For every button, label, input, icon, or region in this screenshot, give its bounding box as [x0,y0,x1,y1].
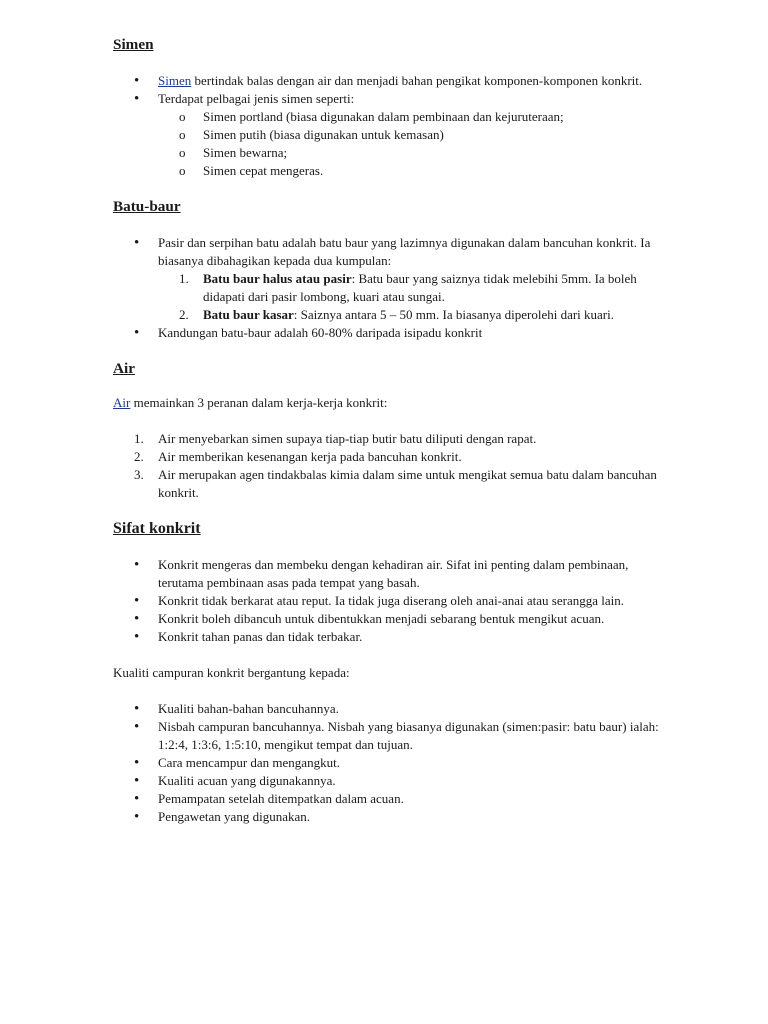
sub-list-item: o Simen bewarna; [203,144,673,162]
sub-list-item: o Simen putih (biasa digunakan untuk kemasan) [203,126,673,144]
kualiti-list [113,700,673,826]
air-roles-list [113,430,673,502]
list-item: • Konkrit boleh dibancuh untuk dibentukkan menjadi sebarang bentuk mengikut acuan. [158,610,673,628]
batu-baur-list-2 [113,324,673,342]
list-item: • Nisbah campuran bancuhannya. Nisbah yang biasanya digunakan (simen:pasir: batu baur) ialah: 1:2:4, 1:3:6, 1:5:10, mengikut tempat dan tujuan. [158,718,673,754]
air-intro: Air memainkan 3 peranan dalam kerja-kerja konkrit: [113,395,388,410]
sub-list-item: o Simen cepat mengeras. [203,162,673,180]
batu-baur-list [113,234,673,270]
numbered-item: 3. Air merupakan agen tindakbalas kimia dalam sime untuk mengikat semua batu dalam bancuhan konkrit. [134,467,657,500]
list-item: • Kandungan batu-baur adalah 60-80% daripada isipadu konkrit [158,324,673,342]
list-item: • Konkrit mengeras dan membeku dengan kehadiran air. Sifat ini penting dalam pembinaan, terutama pembinaan asas pada tempat yang basah. [158,556,673,592]
heading-simen: Simen [113,36,154,53]
simen-types-list [158,108,673,180]
kualiti-intro: Kualiti campuran konkrit bergantung kepada: [113,665,350,680]
simen-list [113,72,673,108]
list-item: • Konkrit tidak berkarat atau reput. Ia tidak juga diserang oleh anai-anai atau serangga lain. [158,592,673,610]
heading-sifat-konkrit: Sifat konkrit [113,520,201,537]
list-item: • Konkrit tahan panas dan tidak terbakar. [158,628,673,646]
sub-list-item: o Simen portland (biasa digunakan dalam pembinaan dan kejuruteraan; [203,108,673,126]
simen-link[interactable]: Simen [158,73,192,88]
air-link[interactable]: Air [113,395,131,410]
list-item: • Pasir dan serpihan batu adalah batu baur yang lazimnya digunakan dalam bancuhan konkrit. Ia biasanya dibahagikan kepada dua kumpulan: [158,234,673,270]
list-item: • Kualiti acuan yang digunakannya. [158,772,673,790]
heading-batu-baur: Batu-baur [113,198,181,215]
heading-air: Air [113,360,135,377]
document-content [113,36,673,826]
list-item: • Terdapat pelbagai jenis simen seperti: [158,90,673,108]
list-item: • Kualiti bahan-bahan bancuhannya. [158,700,673,718]
sifat-list [113,556,673,646]
numbered-item: 1. Batu baur halus atau pasir: Batu baur yang saiznya tidak melebihi 5mm. Ia boleh didapati dari pasir lombong, kuari atau sungai. [179,271,637,304]
batu-baur-groups [158,270,673,324]
list-item: • Pengawetan yang digunakan. [158,808,673,826]
list-item: • Pemampatan setelah ditempatkan dalam acuan. [158,790,673,808]
numbered-item: 2. Air memberikan kesenangan kerja pada bancuhan konkrit. [134,449,462,464]
list-item: • Cara mencampur dan mengangkut. [158,754,673,772]
numbered-item: 2. Batu baur kasar: Saiznya antara 5 – 50 mm. Ia biasanya diperolehi dari kuari. [179,307,614,322]
list-item: • Simen bertindak balas dengan air dan menjadi bahan pengikat komponen-komponen konkrit. [158,72,673,90]
numbered-item: 1. Air menyebarkan simen supaya tiap-tiap butir batu diliputi dengan rapat. [134,431,537,446]
